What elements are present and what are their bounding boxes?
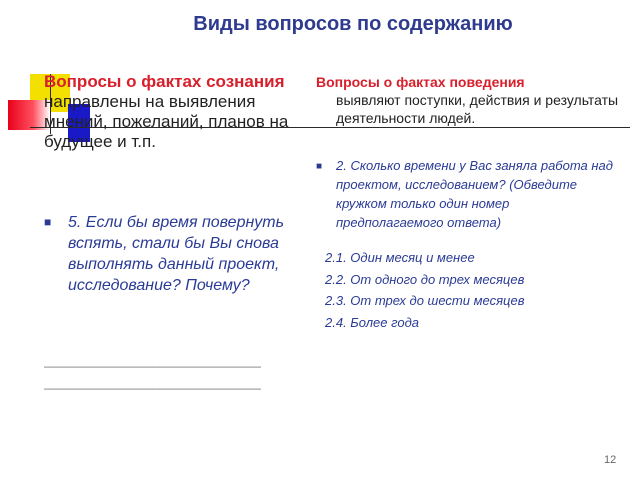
right-question-text: 2. Сколько времени у Вас заняла работа над проектом, исследованием? (Обведите кружком только один номер предполагаемого ответа) <box>336 158 613 230</box>
answer-option: 2.4. Более года <box>325 315 420 330</box>
slide-title: Виды вопросов по содержанию <box>193 13 513 35</box>
bullet-icon: ■ <box>316 161 323 172</box>
right-heading <box>316 73 634 127</box>
answer-lines <box>44 350 294 394</box>
left-heading-red: Вопросы о фактах сознания <box>44 72 285 91</box>
left-question-text: 5. Если бы время повернуть вспять, стали бы Вы снова выполнять данный проект, исследование? Почему? <box>68 214 285 294</box>
right-heading-red: Вопросы о фактах поведения <box>316 74 525 90</box>
answer-option: 2.2. От одного до трех месяцев <box>325 272 525 287</box>
answer-option: 2.1. Один месяц и менее <box>325 250 475 265</box>
answer-line: ______________________________ <box>44 353 261 368</box>
left-heading <box>44 72 292 152</box>
answer-line: ______________________________ <box>44 375 261 390</box>
right-heading-text: выявляют поступки, действия и результаты деятельности людей. <box>336 92 619 126</box>
answer-option: 2.3. От трех до шести месяцев <box>325 293 525 308</box>
left-heading-text: направлены на выявления мнений, пожеланий, планов на будущее и т.п. <box>44 92 289 151</box>
page-number: 12 <box>604 454 617 466</box>
left-question <box>44 212 302 296</box>
right-question <box>316 156 616 232</box>
bullet-icon: ■ <box>44 215 52 229</box>
